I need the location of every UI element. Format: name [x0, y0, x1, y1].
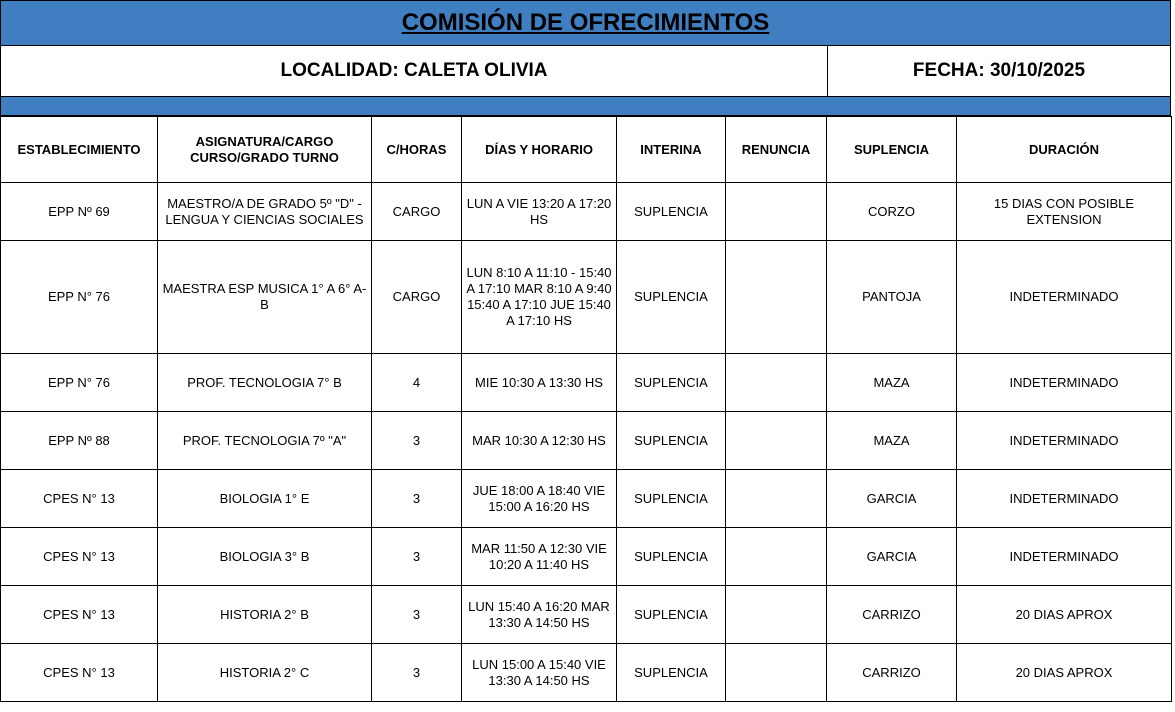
cell-horas: 3 — [372, 412, 462, 470]
cell-suplencia: MAZA — [827, 412, 957, 470]
cell-renuncia — [726, 470, 827, 528]
cell-asignatura: PROF. TECNOLOGIA 7º "A" — [158, 412, 372, 470]
cell-establecimiento: CPES N° 13 — [1, 470, 158, 528]
cell-establecimiento: EPP N° 76 — [1, 354, 158, 412]
cell-asignatura: MAESTRO/A DE GRADO 5º "D" - LENGUA Y CIENCIAS SOCIALES — [158, 183, 372, 241]
cell-suplencia: MAZA — [827, 354, 957, 412]
fecha-cell — [828, 46, 1170, 96]
table-row — [1, 412, 1172, 470]
cell-dias: MAR 10:30 A 12:30 HS — [462, 412, 617, 470]
cell-suplencia: GARCIA — [827, 470, 957, 528]
cell-duracion: INDETERMINADO — [957, 354, 1172, 412]
cell-suplencia: GARCIA — [827, 528, 957, 586]
cell-renuncia — [726, 644, 827, 702]
cell-renuncia — [726, 183, 827, 241]
cell-duracion: INDETERMINADO — [957, 528, 1172, 586]
cell-interina: SUPLENCIA — [617, 644, 726, 702]
info-row — [0, 46, 1171, 97]
cell-dias: LUN A VIE 13:20 A 17:20 HS — [462, 183, 617, 241]
cell-dias: MIE 10:30 A 13:30 HS — [462, 354, 617, 412]
cell-horas: 3 — [372, 470, 462, 528]
title-bar — [0, 0, 1171, 46]
cell-dias: LUN 15:00 A 15:40 VIE 13:30 A 14:50 HS — [462, 644, 617, 702]
cell-asignatura: BIOLOGIA 3° B — [158, 528, 372, 586]
cell-establecimiento: CPES N° 13 — [1, 586, 158, 644]
header-suplencia: SUPLENCIA — [827, 117, 957, 183]
cell-asignatura: PROF. TECNOLOGIA 7° B — [158, 354, 372, 412]
cell-horas: 4 — [372, 354, 462, 412]
localidad-label: LOCALIDAD: CALETA OLIVIA — [280, 60, 548, 81]
cell-interina: SUPLENCIA — [617, 586, 726, 644]
header-horas: C/HORAS — [372, 117, 462, 183]
table-row — [1, 241, 1172, 354]
cell-horas: 3 — [372, 586, 462, 644]
cell-establecimiento: CPES N° 13 — [1, 644, 158, 702]
cell-horas: 3 — [372, 528, 462, 586]
cell-suplencia: PANTOJA — [827, 241, 957, 354]
cell-interina: SUPLENCIA — [617, 183, 726, 241]
table-row — [1, 644, 1172, 702]
table-row — [1, 183, 1172, 241]
cell-horas: 3 — [372, 644, 462, 702]
cell-renuncia — [726, 412, 827, 470]
table-row — [1, 528, 1172, 586]
cell-duracion: INDETERMINADO — [957, 412, 1172, 470]
cell-dias: LUN 8:10 A 11:10 - 15:40 A 17:10 MAR 8:10 A 9:40 15:40 A 17:10 JUE 15:40 A 17:10 HS — [462, 241, 617, 354]
cell-interina: SUPLENCIA — [617, 354, 726, 412]
header-asignatura-line2: CURSO/GRADO TURNO — [190, 149, 339, 165]
table-row — [1, 354, 1172, 412]
header-renuncia: RENUNCIA — [726, 117, 827, 183]
cell-establecimiento: EPP N° 76 — [1, 241, 158, 354]
header-asignatura-line1: ASIGNATURA/CARGO — [195, 133, 334, 149]
fecha-label: FECHA: 30/10/2025 — [912, 60, 1086, 81]
cell-interina: SUPLENCIA — [617, 528, 726, 586]
cell-renuncia — [726, 528, 827, 586]
cell-horas: CARGO — [372, 183, 462, 241]
header-interina: INTERINA — [617, 117, 726, 183]
cell-asignatura: HISTORIA 2° C — [158, 644, 372, 702]
cell-duracion: 15 DIAS CON POSIBLE EXTENSION — [957, 183, 1172, 241]
header-asignatura — [158, 117, 372, 183]
cell-duracion: 20 DIAS APROX — [957, 644, 1172, 702]
cell-suplencia: CARRIZO — [827, 586, 957, 644]
cell-renuncia — [726, 586, 827, 644]
cell-dias: JUE 18:00 A 18:40 VIE 15:00 A 16:20 HS — [462, 470, 617, 528]
cell-renuncia — [726, 354, 827, 412]
cell-asignatura: MAESTRA ESP MUSICA 1° A 6° A-B — [158, 241, 372, 354]
cell-interina: SUPLENCIA — [617, 470, 726, 528]
cell-interina: SUPLENCIA — [617, 241, 726, 354]
table-row — [1, 586, 1172, 644]
cell-interina: SUPLENCIA — [617, 412, 726, 470]
cell-duracion: 20 DIAS APROX — [957, 586, 1172, 644]
cell-dias: MAR 11:50 A 12:30 VIE 10:20 A 11:40 HS — [462, 528, 617, 586]
cell-duracion: INDETERMINADO — [957, 241, 1172, 354]
cell-asignatura: BIOLOGIA 1° E — [158, 470, 372, 528]
cell-establecimiento: CPES N° 13 — [1, 528, 158, 586]
cell-horas: CARGO — [372, 241, 462, 354]
header-dias: DÍAS Y HORARIO — [462, 117, 617, 183]
header-row — [1, 117, 1172, 183]
spacer-bar — [0, 97, 1171, 116]
page-title: COMISIÓN DE OFRECIMIENTOS — [401, 9, 770, 36]
cell-dias: LUN 15:40 A 16:20 MAR 13:30 A 14:50 HS — [462, 586, 617, 644]
cell-establecimiento: EPP Nº 69 — [1, 183, 158, 241]
localidad-cell — [1, 46, 828, 96]
cell-renuncia — [726, 241, 827, 354]
header-establecimiento: ESTABLECIMIENTO — [1, 117, 158, 183]
offers-table — [0, 116, 1172, 702]
table-row — [1, 470, 1172, 528]
cell-asignatura: HISTORIA 2° B — [158, 586, 372, 644]
cell-suplencia: CORZO — [827, 183, 957, 241]
cell-establecimiento: EPP Nº 88 — [1, 412, 158, 470]
cell-suplencia: CARRIZO — [827, 644, 957, 702]
cell-duracion: INDETERMINADO — [957, 470, 1172, 528]
header-duracion: DURACIÓN — [957, 117, 1172, 183]
